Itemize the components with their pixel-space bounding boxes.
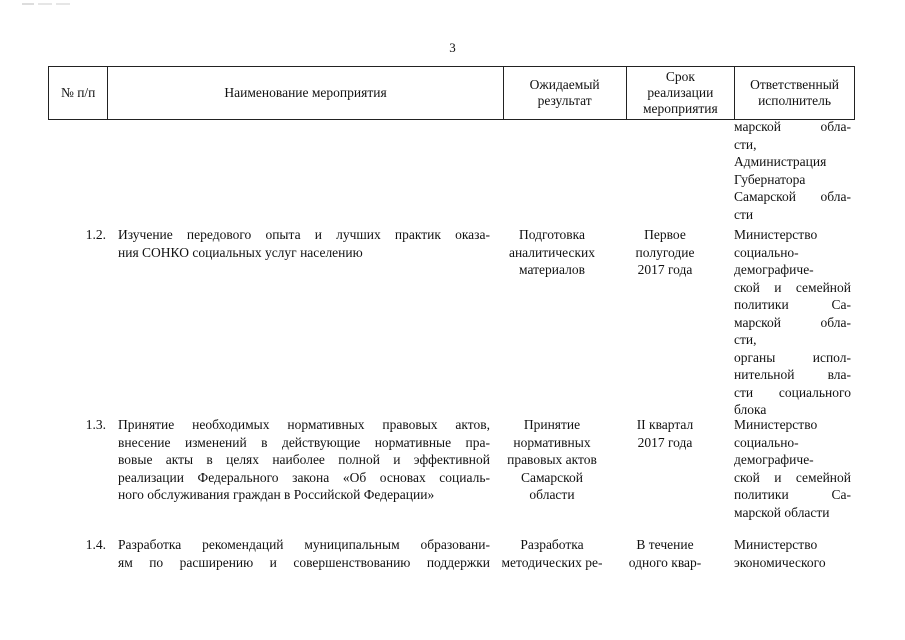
row-term: В течение одного квар- [628, 537, 702, 570]
continuation-executor: марской обла- сти, Администрация Губернатора Самарской обла- сти [734, 119, 851, 222]
row-executor: Министерство социально- демографиче- ской и семейной политики Са- марской области [734, 417, 851, 520]
scan-artifact [22, 2, 72, 6]
table-header [48, 66, 855, 120]
row-result: Подготовка аналитических материалов [508, 227, 596, 277]
header-name: Наименование мероприятия [108, 67, 503, 120]
header-term: Срок реализации мероприятия [626, 67, 735, 120]
row-term: II квартал 2017 года [636, 417, 694, 450]
row-result: Разработка методических ре- [501, 537, 603, 570]
row-executor: Министерство социально- демографиче- ской и семейной политики Са- марской обла- сти, органы испол- нительной вла- сти социального блока [734, 227, 851, 417]
header-executor: Ответственный исполнитель [735, 67, 855, 120]
row-number: 1.2. [85, 227, 106, 242]
row-result: Принятие нормативных правовых актов Самарской области [507, 417, 597, 502]
row-name: Изучение передового опыта и лучших практик оказа- ния СОНКО социальных услуг населению [118, 227, 490, 260]
row-number: 1.4. [85, 537, 106, 552]
row-number: 1.3. [85, 417, 106, 432]
row-executor: Министерство экономического [734, 537, 826, 570]
row-name: Разработка рекомендаций муниципальным образовани- ям по расширению и совершенствованию поддержки [118, 537, 490, 570]
page-number: 3 [449, 40, 456, 55]
header-number: № п/п [49, 67, 108, 120]
header-result: Ожидаемый результат [503, 67, 626, 120]
row-term: Первое полугодие 2017 года [635, 227, 695, 277]
row-name: Принятие необходимых нормативных правовых актов, внесение изменений в действующие нормативные пра- вовые акты в целях наиболее полной и эффективной реализации Федерального закона «Об основах социаль- ного обслуживания граждан в Российской Федерации» [118, 417, 490, 502]
